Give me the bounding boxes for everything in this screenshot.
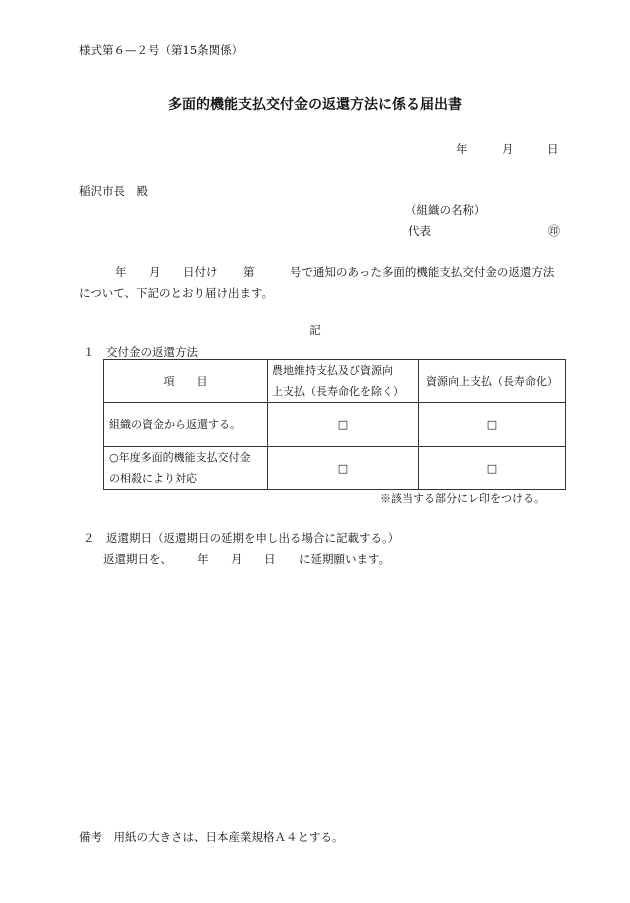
addressee: 稲沢市長 殿 — [79, 184, 148, 198]
item-header: 項 目 — [104, 360, 268, 403]
remarks: 備考 用紙の大きさは、日本産業規格Ａ４とする。 — [79, 830, 344, 844]
return-day-label: 日 — [264, 552, 276, 566]
body-rest: 号で通知のあった多面的機能支払交付金の返還方法 — [290, 265, 555, 279]
col1-header-line-1: 農地維持支払及び資源向 — [272, 364, 393, 377]
seal-mark: ㊞ — [548, 224, 561, 238]
row-label-line-2: の相殺により対応 — [109, 472, 197, 485]
col1-header — [268, 360, 419, 403]
table-note: ※該当する部分にレ印をつける。 — [380, 492, 545, 505]
extension-request-text: に延期願います。 — [299, 552, 391, 566]
body-month: 月 — [149, 265, 161, 279]
checkbox-maintenance-own-funds[interactable]: □ — [268, 403, 419, 447]
body-line-2: について、下記のとおり届け出ます。 — [79, 286, 274, 300]
section-1-heading: １ 交付金の返還方法 — [83, 345, 198, 359]
return-year-label: 年 — [197, 552, 209, 566]
col2-header: 資源向上支払（長寿命化） — [419, 360, 566, 403]
table-header-row — [104, 360, 566, 403]
representative-label: 代表 — [408, 224, 431, 238]
organization-name-label: （組織の名称） — [405, 203, 486, 217]
row-label — [104, 447, 268, 490]
row-label-line-1: ○年度多面的機能支払交付金 — [109, 451, 251, 464]
section-2-heading: ２ 返還期日（返還期日の延期を申し出る場合に記載する。） — [83, 531, 400, 545]
date-day-label: 日 — [547, 142, 559, 156]
return-method-table — [103, 359, 566, 490]
table-row — [104, 403, 566, 447]
table-row — [104, 447, 566, 490]
return-month-label: 月 — [231, 552, 243, 566]
return-date-label: 返還期日を、 — [103, 552, 172, 566]
ki-heading: 記 — [309, 323, 321, 337]
body-dai: 第 — [243, 265, 255, 279]
checkbox-maintenance-offset[interactable]: □ — [268, 447, 419, 490]
row-label: 組織の資金から返還する。 — [104, 403, 268, 447]
form-number: 様式第６—２号（第15条関係） — [79, 43, 244, 57]
date-year-label: 年 — [456, 142, 468, 156]
col1-header-line-2: 上支払（長寿命化を除く） — [272, 385, 404, 398]
checkbox-longevity-own-funds[interactable]: □ — [419, 403, 566, 447]
date-month-label: 月 — [502, 142, 514, 156]
checkbox-longevity-offset[interactable]: □ — [419, 447, 566, 490]
body-dated: 日付け — [183, 265, 218, 279]
document-title: 多面的機能支払交付金の返還方法に係る届出書 — [168, 97, 462, 113]
body-year: 年 — [115, 265, 127, 279]
